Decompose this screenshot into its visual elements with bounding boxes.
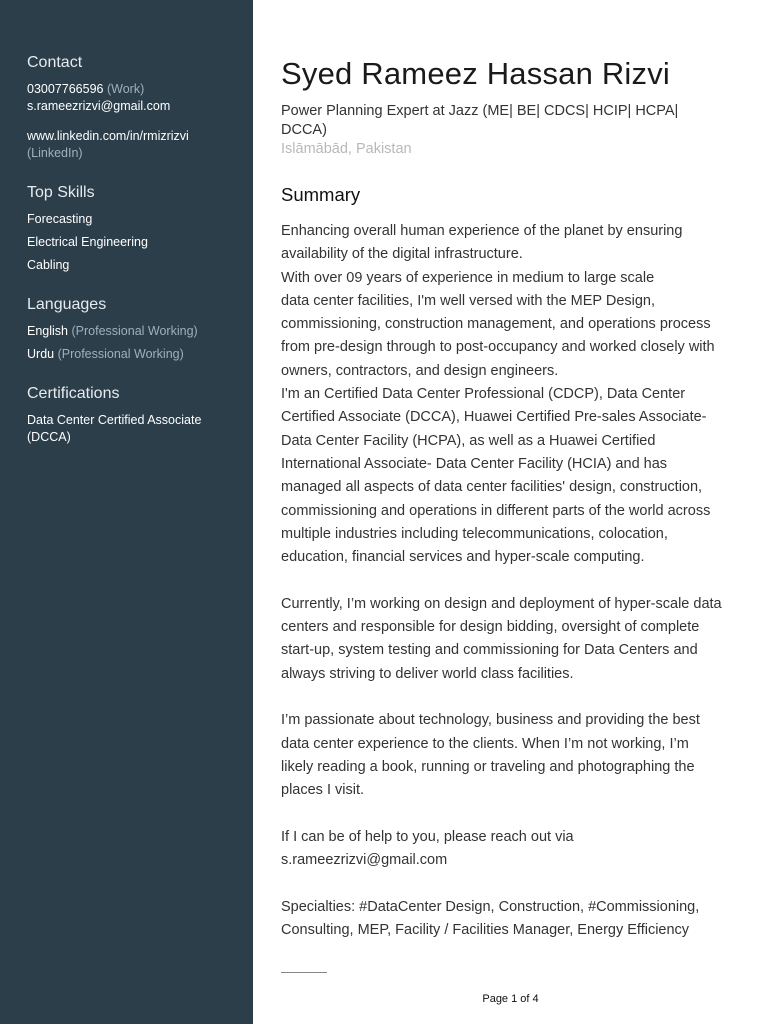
sidebar bbox=[0, 0, 253, 1024]
certification-item: Data Center Certified Associate bbox=[27, 413, 202, 427]
profile-name: Syed Rameez Hassan Rizvi bbox=[281, 56, 671, 91]
skill-item: Cabling bbox=[27, 258, 70, 272]
summary-body bbox=[281, 220, 740, 942]
contact-section bbox=[27, 54, 226, 162]
summary-line: places I visit. bbox=[281, 782, 364, 799]
summary-line: Specialties: #DataCenter Design, Construction, #Commissioning, bbox=[281, 898, 700, 915]
certification-item: (DCCA) bbox=[27, 430, 71, 444]
contact-linkedin-label: (LinkedIn) bbox=[27, 146, 83, 160]
skills-section bbox=[27, 184, 226, 274]
profile-headline: DCCA) bbox=[281, 122, 327, 138]
summary-line: I’m passionate about technology, business and providing the best bbox=[281, 712, 700, 729]
language-name: English bbox=[27, 324, 68, 338]
contact-phone[interactable]: 03007766596 bbox=[27, 82, 104, 96]
contact-phone-type: (Work) bbox=[106, 82, 145, 96]
certifications-section bbox=[27, 385, 226, 446]
summary-line: If I can be of help to you, please reach out via bbox=[281, 828, 574, 845]
contact-linkedin-url[interactable]: www.linkedin.com/in/rmizrizvi bbox=[27, 129, 189, 143]
summary-line: Data Center Facility (HCPA), as well as a Huawei Certified bbox=[281, 432, 656, 449]
summary-line: likely reading a book, running or traveling and photographing the bbox=[281, 758, 695, 775]
contact-heading: Contact bbox=[27, 54, 83, 71]
summary-line: data center experience to the clients. When I’m not working, I’m bbox=[281, 735, 689, 752]
summary-line: Certified Associate (DCCA), Huawei Certified Pre-sales Associate- bbox=[281, 409, 707, 426]
profile-headline: Power Planning Expert at Jazz (ME| BE| CDCS| HCIP| HCPA| bbox=[281, 103, 679, 119]
summary-line: data center facilities, I'm well versed with the MEP Design, bbox=[281, 292, 656, 309]
summary-line: s.rameezrizvi@gmail.com bbox=[281, 852, 448, 869]
summary-line: education, financial services and hyper-scale computing. bbox=[281, 549, 645, 566]
languages-heading: Languages bbox=[27, 296, 107, 313]
summary-line: I'm an Certified Data Center Professional (CDCP), Data Center bbox=[281, 386, 686, 403]
page-footer: Page 1 of 4 bbox=[482, 993, 539, 1005]
summary-line: owners, contractors, and design engineers. bbox=[281, 362, 559, 379]
paragraph-gap bbox=[281, 872, 740, 895]
summary-line: start-up, system testing and commissioning for Data Centers and bbox=[281, 642, 698, 659]
languages-section bbox=[27, 296, 226, 363]
section-divider bbox=[281, 972, 327, 973]
summary-line: commissioning and operations in different parts of the world across bbox=[281, 502, 711, 519]
main-content bbox=[253, 0, 768, 1024]
summary-line: from pre-design through to post-occupancy and worked closely with bbox=[281, 339, 715, 356]
paragraph-gap bbox=[281, 569, 740, 592]
language-level: (Professional Working) bbox=[57, 347, 184, 361]
language-item bbox=[27, 323, 226, 340]
profile-location: Islāmābād, Pakistan bbox=[281, 141, 412, 157]
language-item bbox=[27, 346, 226, 363]
skill-item: Electrical Engineering bbox=[27, 235, 148, 249]
skills-heading: Top Skills bbox=[27, 184, 95, 201]
summary-line: managed all aspects of data center facilities' design, construction, bbox=[281, 479, 703, 496]
language-name: Urdu bbox=[27, 347, 55, 361]
summary-heading: Summary bbox=[281, 184, 361, 205]
summary-line: multiple industries including telecommunications, colocation, bbox=[281, 525, 668, 542]
summary-line: centers and responsible for design bidding, oversight of complete bbox=[281, 619, 700, 636]
contact-email[interactable]: s.rameezrizvi@gmail.com bbox=[27, 99, 171, 113]
summary-line: always striving to deliver world class facilities. bbox=[281, 665, 574, 682]
certifications-heading: Certifications bbox=[27, 385, 120, 402]
summary-line: Enhancing overall human experience of the planet by ensuring bbox=[281, 223, 683, 239]
summary-line: availability of the digital infrastructure. bbox=[281, 246, 523, 263]
skill-item: Forecasting bbox=[27, 212, 93, 226]
summary-line: commissioning, construction management, and operations process bbox=[281, 316, 711, 333]
summary-line: With over 09 years of experience in medium to large scale bbox=[281, 269, 655, 286]
summary-line: International Associate- Data Center Facility (HCIA) and has bbox=[281, 455, 668, 472]
language-level: (Professional Working) bbox=[71, 324, 198, 338]
paragraph-gap bbox=[281, 802, 740, 825]
paragraph-gap bbox=[281, 686, 740, 709]
contact-phone-line bbox=[27, 81, 226, 98]
summary-line: Consulting, MEP, Facility / Facilities Manager, Energy Efficiency bbox=[281, 921, 690, 938]
summary-line: Currently, I’m working on design and deployment of hyper-scale data bbox=[281, 595, 722, 612]
